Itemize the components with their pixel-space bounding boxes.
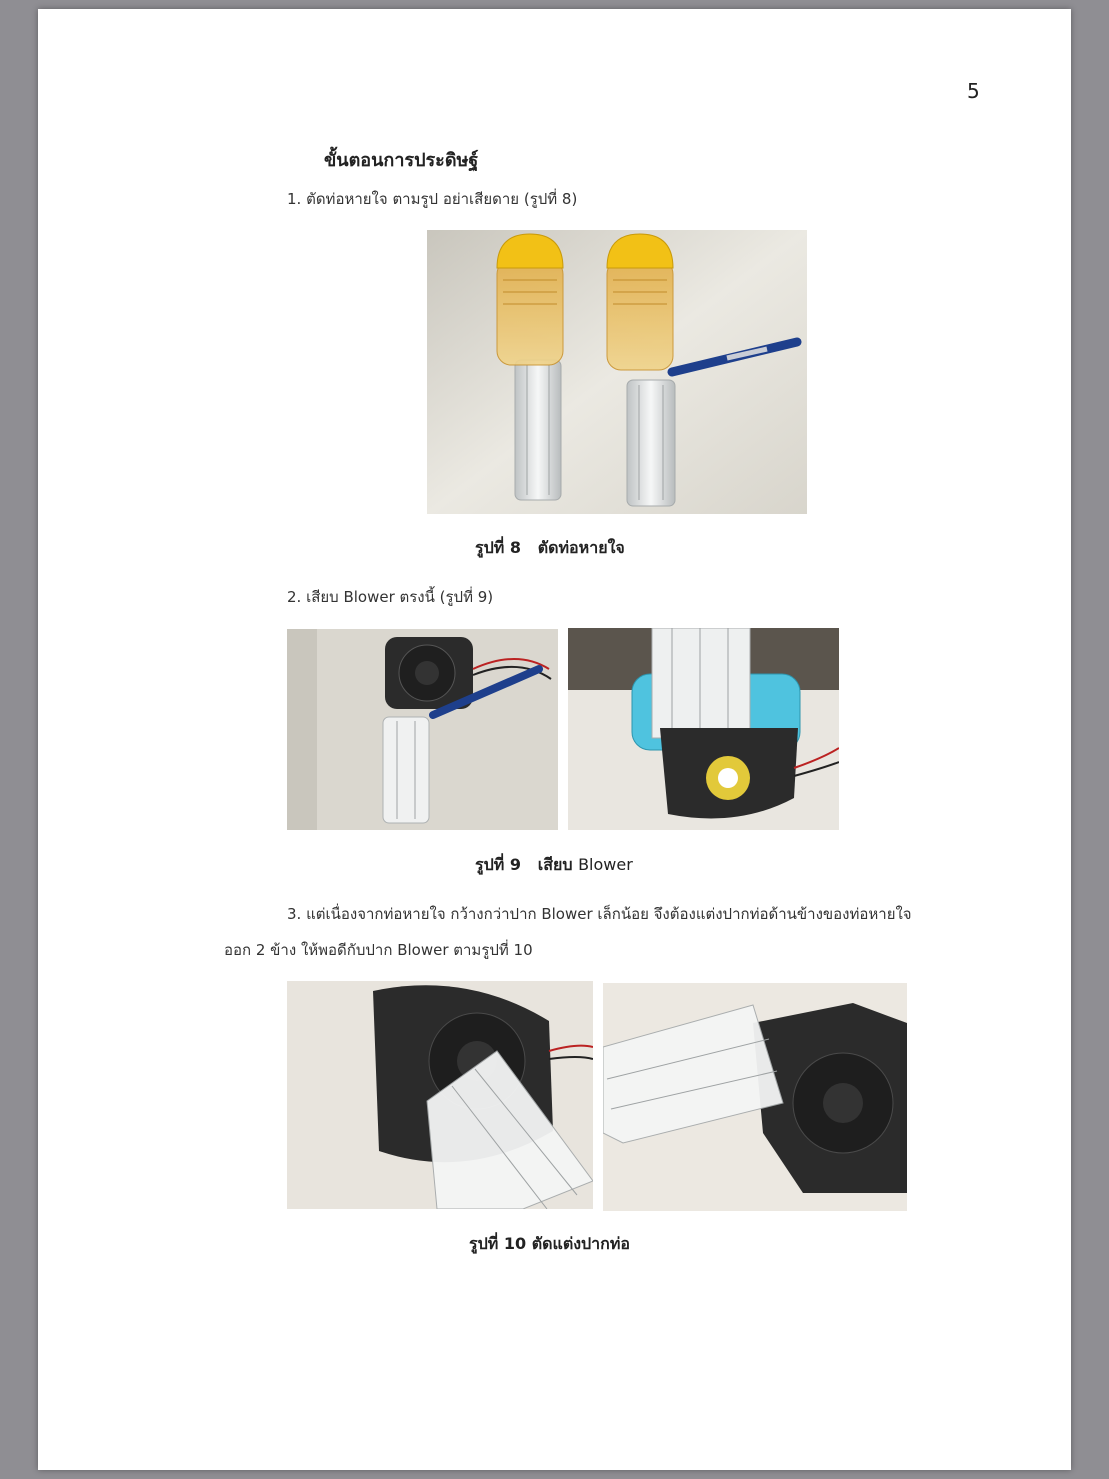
figure-9-title-suffix: Blower [578,855,633,874]
page-number: 5 [967,79,980,103]
figure-8-caption [475,536,625,561]
document-page [38,9,1071,1470]
figure-8-title: ตัดท่อหายใจ [537,538,625,557]
figure-9-label: รูปที่ 9 [475,855,521,874]
section-heading: ขั้นตอนการประดิษฐ์ [324,150,479,171]
step-3-text-line-2: ออก 2 ข้าง ให้พอดีกับปาก Blower ตามรูปที่ 10 [224,941,533,959]
figure-9-photo-left [287,629,558,830]
figure-9-caption [475,853,633,878]
figure-8-label: รูปที่ 8 [475,538,521,557]
step-1-text: 1. ตัดท่อหายใจ ตามรูป อย่าเสียดาย (รูปที่ 8) [287,190,578,208]
step-3-text-line-1: 3. แต่เนื่องจากท่อหายใจ กว้างกว่าปาก Blower เล็กน้อย จึงต้องแต่งปากท่อด้านข้างของท่อหายใจ [287,905,912,923]
figure-10-photo-left [287,981,593,1209]
figure-10-caption [469,1232,630,1257]
figure-10-title: ตัดแต่งปากท่อ [531,1234,630,1253]
figure-9-photo-right [568,628,839,830]
step-2-text: 2. เสียบ Blower ตรงนี้ (รูปที่ 9) [287,588,494,606]
figure-10-label: รูปที่ 10 [469,1234,527,1253]
figure-8-photo [427,230,807,514]
figure-9-title: เสียบ [537,855,573,874]
figure-10-photo-right [603,983,907,1211]
